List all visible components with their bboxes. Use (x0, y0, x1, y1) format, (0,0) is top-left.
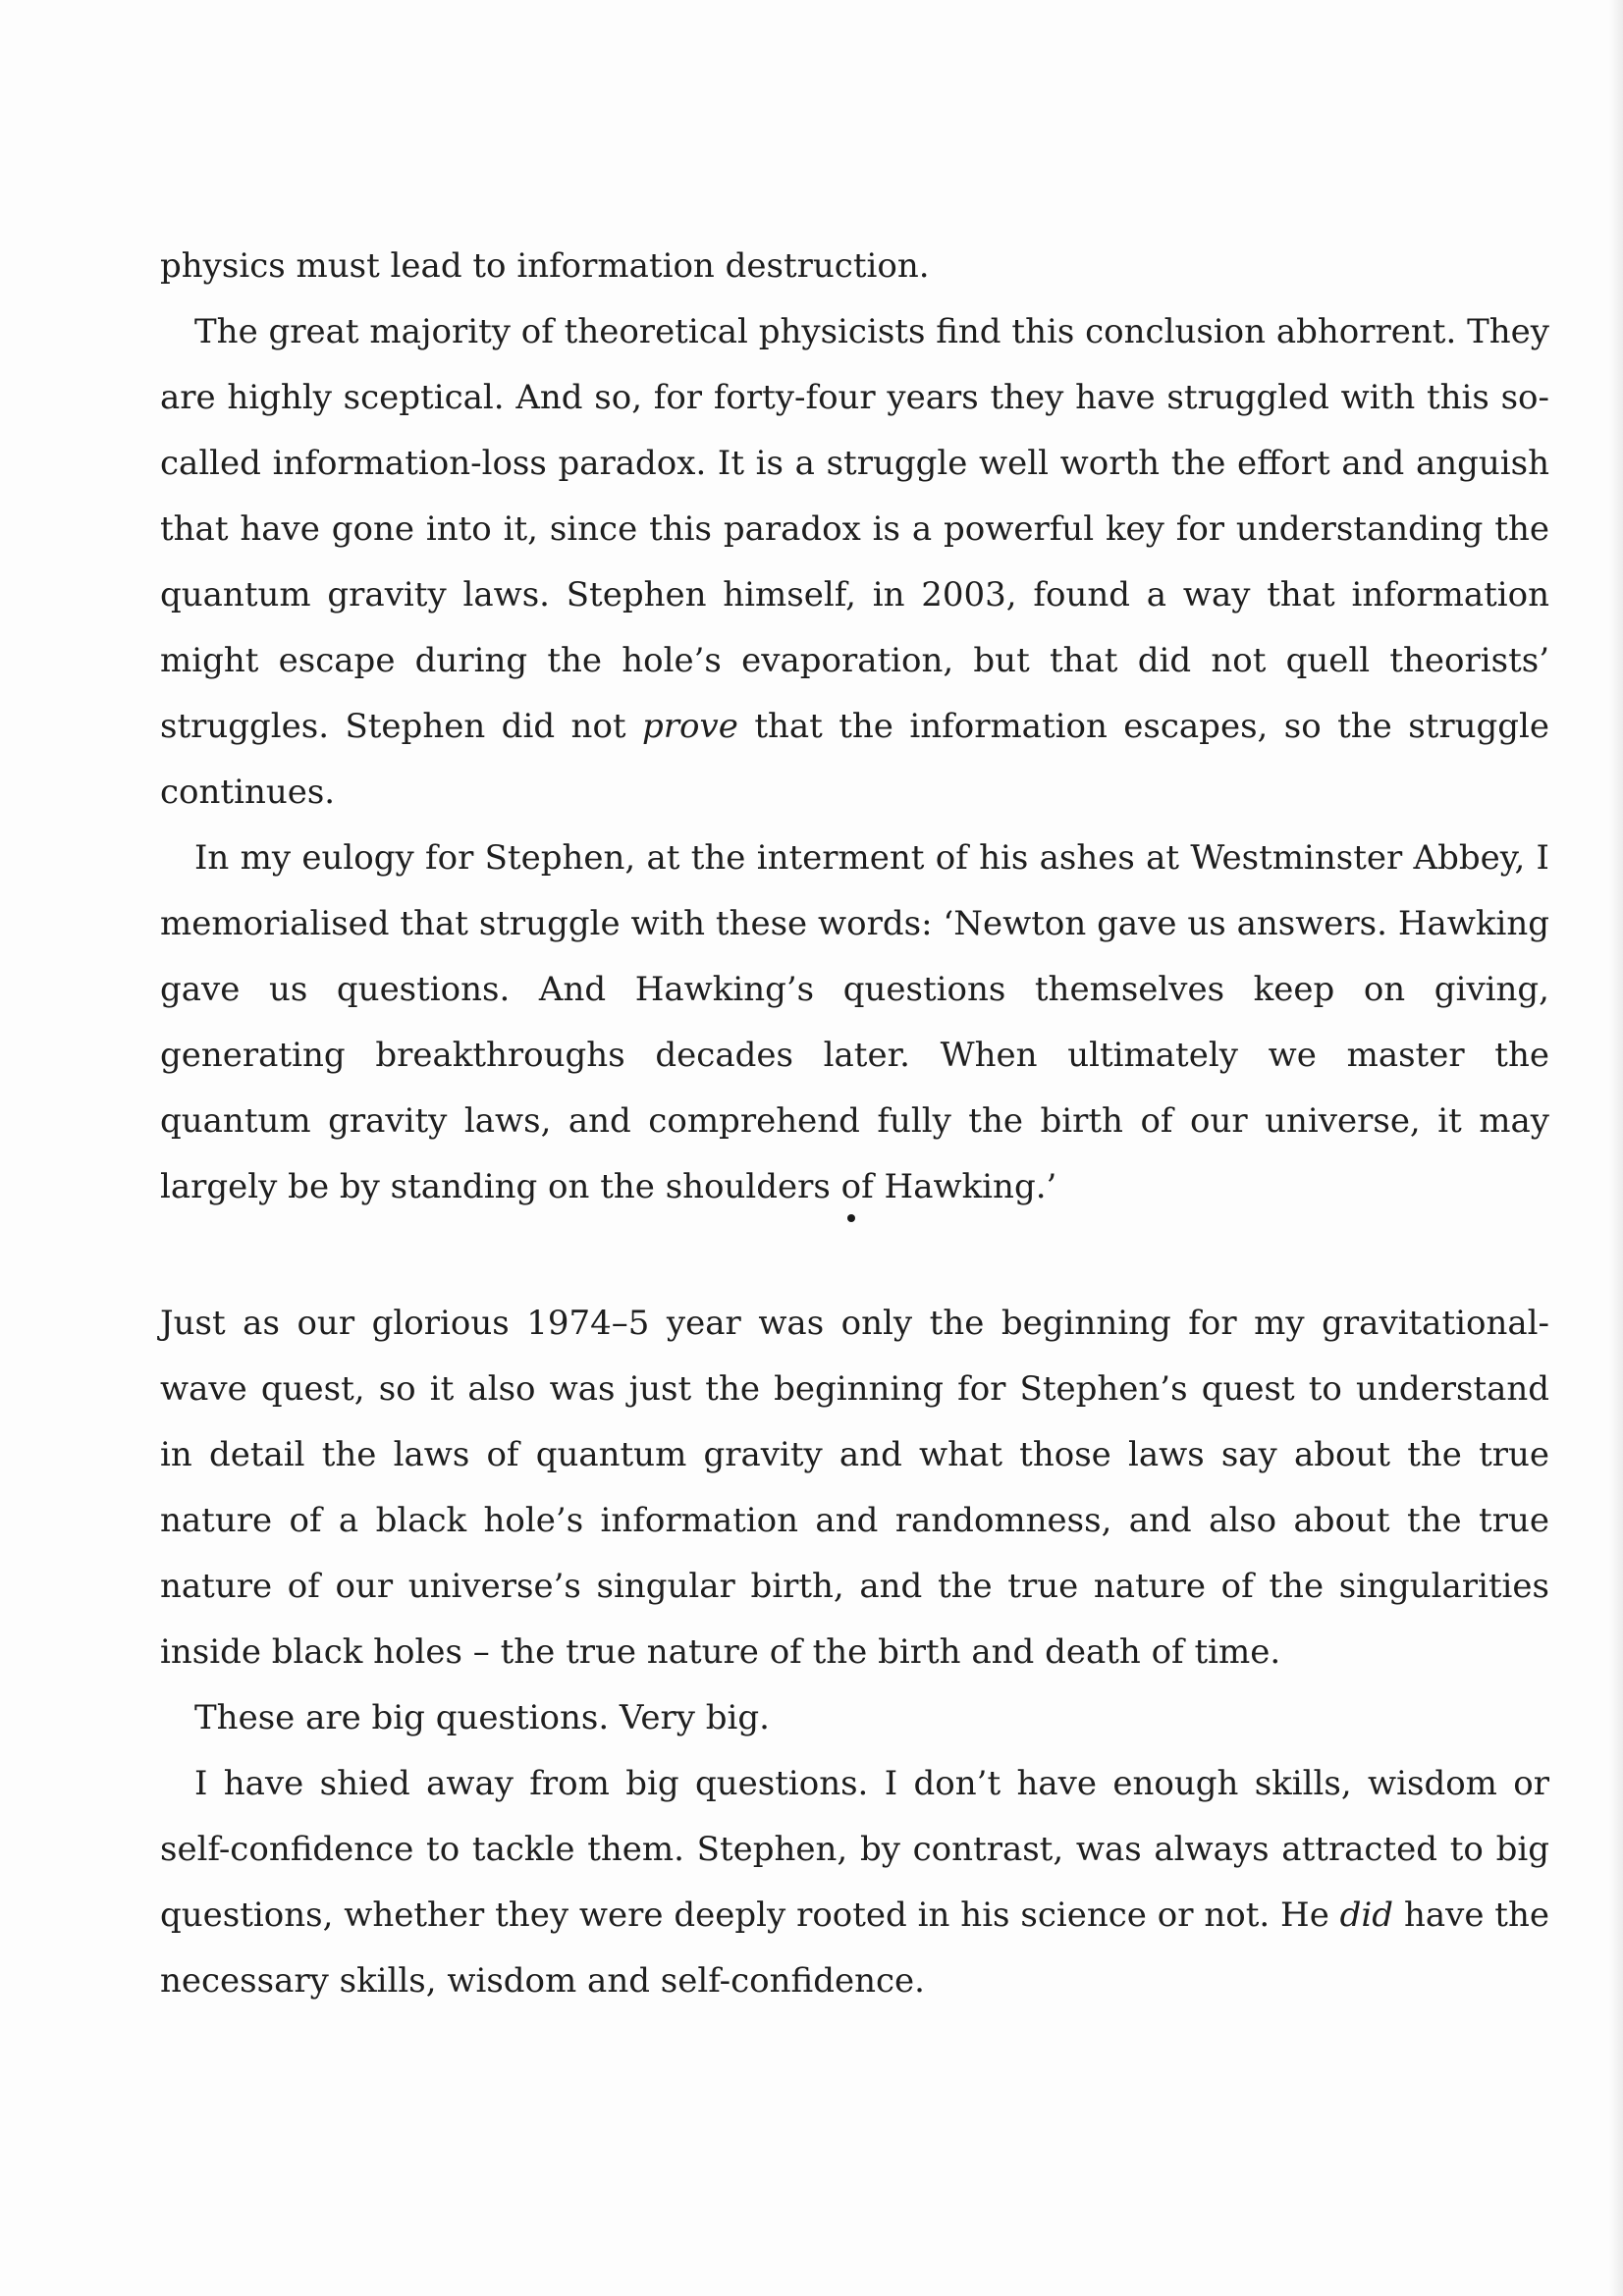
section-break-dot (847, 1214, 855, 1222)
paragraph-eulogy: In my eulogy for Stephen, at the interment of his ashes at Westminster Abbey, I memorialised that struggle with these words: ‘Newton gave us answers. Hawking gave us questions. And Hawking’s questions themselves keep on giving, generating breakthroughs decades later. When ultimately we master the quantum gravity laws, and comprehend fully the birth of our universe, it may largely be by standing on the shoulders of Hawking.’ (160, 838, 1549, 1206)
paragraph-information-loss (160, 299, 1549, 826)
emphasis-did: did (1339, 1896, 1394, 1935)
paragraph-text-tail: that the information escapes, so the struggle continues. (160, 707, 1550, 812)
paragraph-text-tail: have the necessary skills, wisdom and self-confidence. (160, 1896, 1549, 2001)
paragraph-text-tail: not (570, 707, 626, 746)
emphasis-prove: prove (642, 707, 738, 746)
paragraph-big-questions: These are big questions. Very big. (194, 1698, 770, 1737)
section-a-text (160, 234, 1549, 1220)
page-edge-shadow (1609, 0, 1623, 2296)
section-b-text (160, 1291, 1549, 2014)
paragraph-text: I have shied away from big questions. I don’t have enough skills, wisdom or self-confidence to tackle them. Stephen, by contrast, was always attracted to big questions, whether they were deeply rooted in his science or not. He (160, 1764, 1549, 1935)
paragraph-text: The great majority of theoretical physicists find this conclusion abhorrent. They are highly sceptical. And so, for forty-four years they have struggled with this so-called information-loss paradox. It is a struggle well worth the effort and anguish that have gone into it, since this paradox is a powerful key for understanding the quantum gravity laws. Stephen himself, in 2003, found a way that information might escape during the hole’s evaporation, but that did not quell theorists’ struggles. Stephen did (160, 312, 1549, 746)
paragraph-continuation: physics must lead to information destruction. (160, 246, 930, 286)
paragraph-quest: Just as our glorious 1974–5 year was only the beginning for my gravitational-wave quest, so it also was just the beginning for Stephen’s quest to understand in detail the laws of quantum gravity and what those laws say about the true nature of a black hole’s information and randomness, and also about the true nature of our universe’s singular birth, and the true nature of the singularities inside black holes – the true nature of the birth and death of time. (160, 1304, 1549, 1672)
paragraph-skills (160, 1751, 1549, 2014)
